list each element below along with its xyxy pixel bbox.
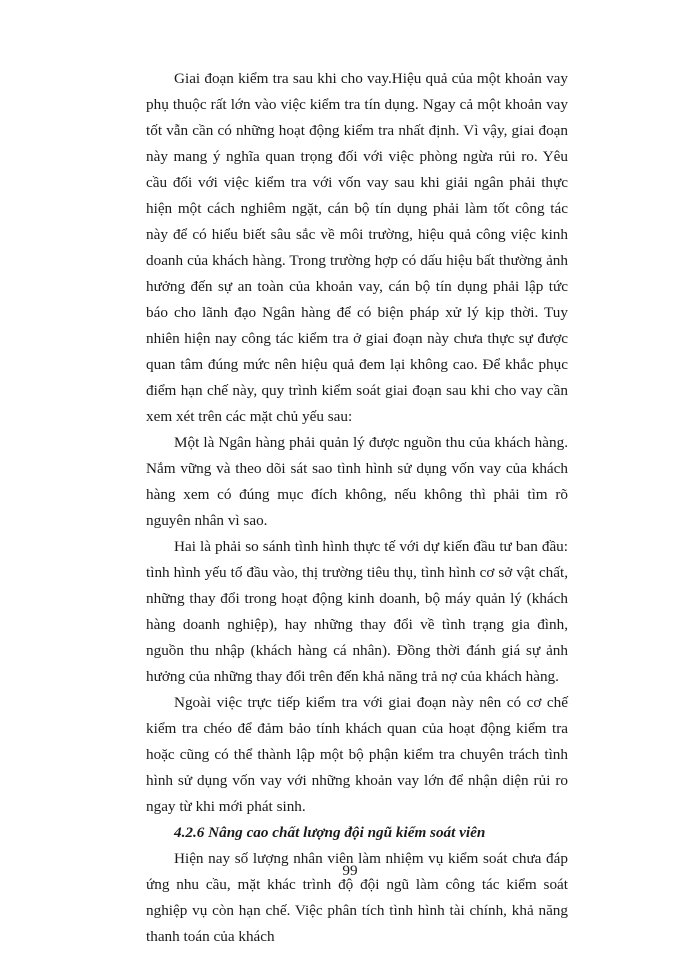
page-number: 99 [342, 862, 358, 879]
section-heading: 4.2.6 Nâng cao chất lượng đội ngũ kiểm soát viên [174, 824, 486, 841]
paragraph-compare-actual: Hai là phải so sánh tình hình thực tế với dự kiến đầu tư ban đầu: tình hình yếu tố đầu vào, thị trường tiêu thụ, tình hình cơ sở vật chất, những thay đổi trong hoạt động kinh doanh, bộ máy quản lý (khách hàng doanh nghiệp), hay những thay đổi về tình trạng gia đình, nguồn thu nhập (khách hàng cá nhân). Đồng thời đánh giá sự ảnh hưởng của những thay đổi trên đến khả năng trả nợ của khách hàng. [146, 538, 568, 685]
paragraph-manage-revenue: Một là Ngân hàng phải quản lý được nguồn thu của khách hàng. Nắm vững và theo dõi sát sao tình hình sử dụng vốn vay của khách hàng xem có đúng mục đích không, nếu không thì phải tìm rõ nguyên nhân vì sao. [146, 434, 568, 529]
paragraph-cross-check: Ngoài việc trực tiếp kiểm tra với giai đoạn này nên có cơ chế kiểm tra chéo để đảm bảo tính khách quan của hoạt động kiểm tra hoặc cũng có thể thành lập một bộ phận kiểm tra chuyên trách tình hình sử dụng vốn vay với những khoản vay lớn để nhận diện rủi ro ngay từ khi mới phát sinh. [146, 694, 568, 815]
paragraph-controller-staff: Hiện nay số lượng nhân viên làm nhiệm vụ kiểm soát chưa đáp ứng nhu cầu, mặt khác trình độ đội ngũ làm công tác kiểm soát nghiệp vụ còn hạn chế. Việc phân tích tình hình tài chính, khả năng thanh toán của khách [146, 850, 568, 945]
document-page [146, 66, 568, 950]
paragraph-post-loan-inspection: Giai đoạn kiểm tra sau khi cho vay.Hiệu quả của một khoản vay phụ thuộc rất lớn vào việc kiểm tra tín dụng. Ngay cả một khoản vay tốt vẫn cần có những hoạt động kiểm tra nhất định. Vì vậy, giai đoạn này mang ý nghĩa quan trọng đối với việc phòng ngừa rủi ro. Yêu cầu đối với việc kiểm tra với vốn vay sau khi giải ngân phải thực hiện một cách nghiêm ngặt, cán bộ tín dụng phải làm tốt công tác này để có hiểu biết sâu sắc về môi trường, hiệu quả công việc kinh doanh của khách hàng. Trong trường hợp có dấu hiệu bất thường ảnh hưởng đến sự an toàn của khoản vay, cán bộ tín dụng phải lập tức báo cho lãnh đạo Ngân hàng để có biện pháp xử lý kịp thời. Tuy nhiên hiện nay công tác kiểm tra ở giai đoạn này chưa thực sự được quan tâm đúng mức nên hiệu quả đem lại không cao. Để khắc phục điểm hạn chế này, quy trình kiểm soát giai đoạn sau khi cho vay cần xem xét trên các mặt chủ yếu sau: [146, 70, 568, 425]
